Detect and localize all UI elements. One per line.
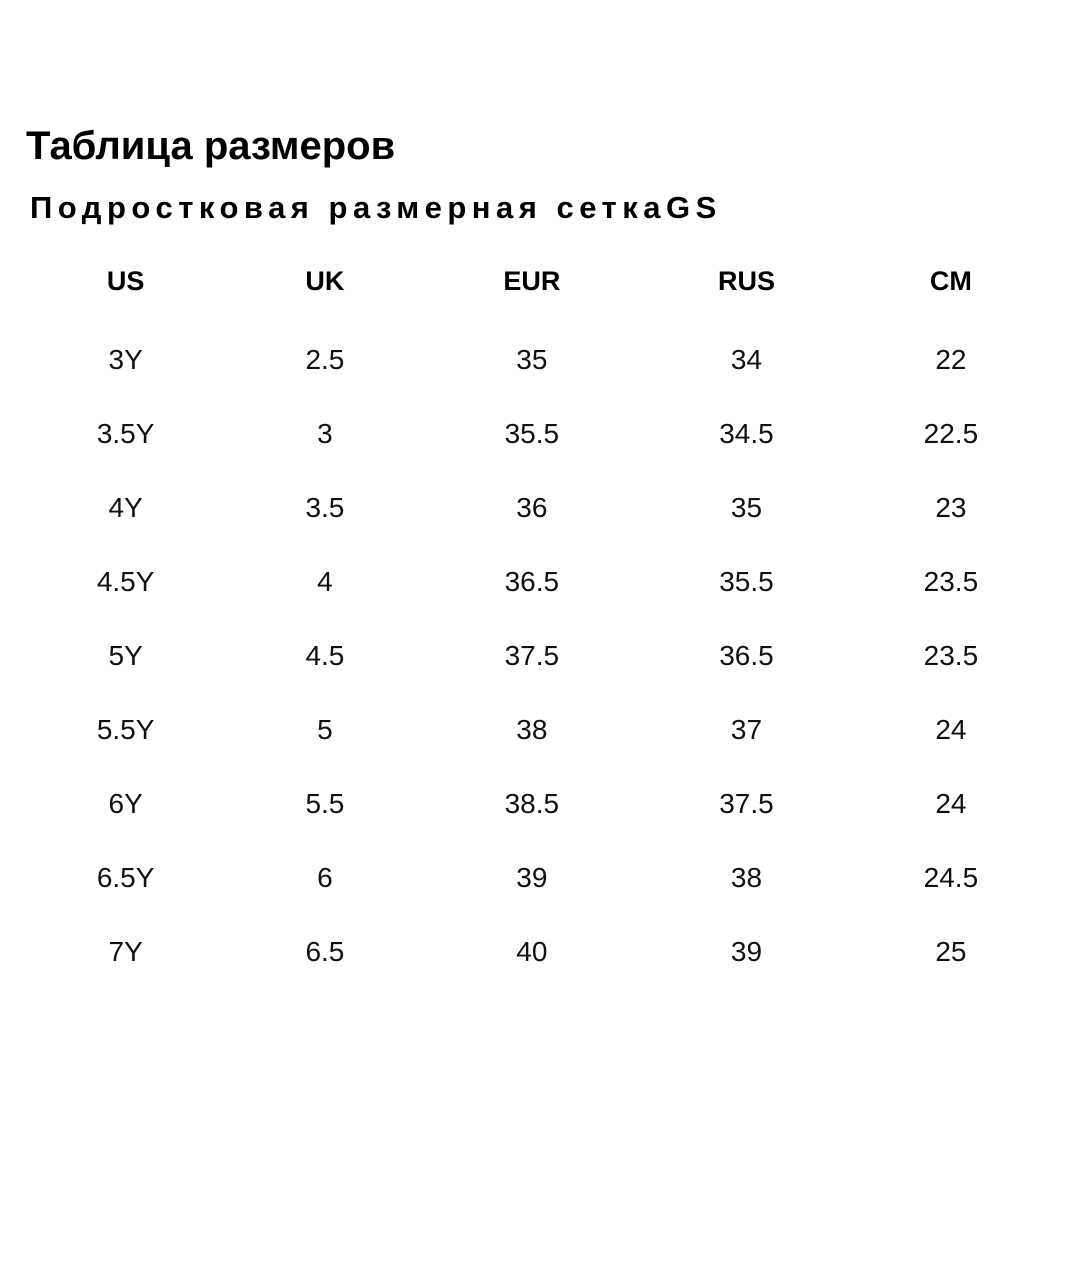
cell-uk: 5.5 <box>305 788 345 819</box>
cell-uk: 5 <box>317 714 333 745</box>
cell-rus: 36.5 <box>719 640 774 671</box>
cell-uk: 6.5 <box>305 936 345 967</box>
cell-uk: 3 <box>317 418 333 449</box>
cell-eur: 40 <box>516 936 548 967</box>
table-row <box>26 693 1048 767</box>
cell-cm: 22 <box>935 344 967 375</box>
table-row <box>26 915 1048 989</box>
cell-rus: 34 <box>730 344 763 375</box>
table-header-row <box>26 252 1048 323</box>
table-row <box>26 471 1048 545</box>
cell-cm: 23.5 <box>923 566 979 597</box>
cell-uk: 4 <box>317 566 333 597</box>
table-row <box>26 397 1048 471</box>
size-table-container <box>26 252 1048 989</box>
cell-eur: 36 <box>516 492 548 523</box>
table-row <box>26 841 1048 915</box>
cell-rus: 34.5 <box>719 418 774 449</box>
cell-eur: 38.5 <box>504 788 560 819</box>
table-row <box>26 767 1048 841</box>
cell-cm: 24.5 <box>923 862 979 893</box>
cell-rus: 35.5 <box>719 566 774 597</box>
cell-cm: 23 <box>935 492 967 523</box>
table-row <box>26 619 1048 693</box>
cell-eur: 35.5 <box>504 418 560 449</box>
cell-us: 4Y <box>108 492 143 523</box>
cell-cm: 24 <box>935 714 967 745</box>
cell-rus: 39 <box>730 936 763 967</box>
cell-rus: 37 <box>730 714 763 745</box>
cell-rus: 37.5 <box>719 788 774 819</box>
cell-cm: 24 <box>935 788 967 819</box>
cell-us: 6Y <box>108 788 143 819</box>
cell-eur: 36.5 <box>504 566 560 597</box>
cell-us: 7Y <box>108 936 143 967</box>
column-header-cm: CM <box>929 266 972 296</box>
cell-us: 3.5Y <box>96 418 155 449</box>
cell-eur: 39 <box>516 862 548 893</box>
cell-eur: 38 <box>516 714 548 745</box>
cell-cm: 25 <box>935 936 967 967</box>
column-header-uk: UK <box>305 266 345 296</box>
page-title: Таблица размеров <box>26 124 396 168</box>
table-row <box>26 545 1048 619</box>
table-header <box>26 252 1048 323</box>
column-header-rus: RUS <box>717 266 775 296</box>
table-body <box>26 323 1048 989</box>
cell-us: 6.5Y <box>96 862 155 893</box>
column-header-us: US <box>106 266 145 296</box>
cell-rus: 38 <box>730 862 763 893</box>
cell-eur: 37.5 <box>504 640 560 671</box>
size-table <box>26 252 1048 989</box>
column-header-eur: EUR <box>503 266 561 296</box>
cell-rus: 35 <box>730 492 763 523</box>
cell-uk: 3.5 <box>305 492 345 523</box>
cell-cm: 23.5 <box>923 640 979 671</box>
cell-uk: 2.5 <box>305 344 345 375</box>
cell-us: 5Y <box>108 640 143 671</box>
cell-cm: 22.5 <box>923 418 979 449</box>
page-subtitle: Подростковая размерная сеткаGS <box>30 190 722 225</box>
table-row <box>26 323 1048 397</box>
cell-us: 4.5Y <box>96 566 155 597</box>
cell-uk: 6 <box>317 862 333 893</box>
cell-eur: 35 <box>516 344 548 375</box>
cell-us: 5.5Y <box>96 714 155 745</box>
cell-us: 3Y <box>108 344 143 375</box>
cell-uk: 4.5 <box>305 640 345 671</box>
